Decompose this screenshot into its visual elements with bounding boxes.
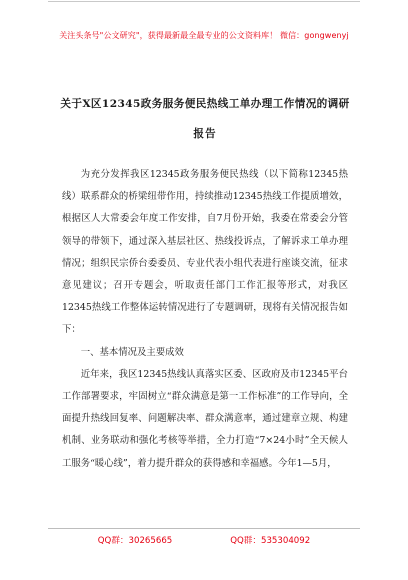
body-paragraph: 为充分发挥我区12345政务服务便民热线（以下简称12345热线）联系群众的桥梁纽带作用，持续推动12345热线工作提质增效，根据区人大常委会年度工作安排，自7月份开始，我委在常委会分管领导的带领下，通过深入基层社区、热线投诉点，了解诉求工单办理情况；组织民宗侨台委委员、专业代表小组代表进行座谈交流，征求意见建议；召开专题会，听取责任部门工作汇报等形式，对我区12345热线工作整体运转情况进行了专题调研，现将有关情况报告如下：	[62, 169, 348, 336]
section-heading: 一、基本情况及主要成效	[80, 346, 184, 358]
document-body	[62, 164, 348, 475]
document-subtitle: 报告	[193, 128, 217, 140]
promo-banner: 关注头条号"公文研究"，获得最新最全最专业的公文资料库！ 微信：gongwenyj	[59, 31, 349, 40]
document-title: 关于X区12345政务服务便民热线工单办理工作情况的调研	[60, 98, 350, 110]
footer-rule	[48, 528, 360, 529]
header-rule	[48, 0, 360, 2]
footer-qq-group-2: QQ群：535304092	[230, 536, 311, 546]
body-paragraph: 近年来，我区12345热线认真落实区委、区政府及市12345平台工作部署要求，牢固树立“群众满意是第一工作标准”的工作导向，全面提升热线回复率、问题解决率、群众满意率，通过建章立规、构建机制、业务联动和强化考核等举措，全力打造“7×24小时”全天候人工服务“暖心线”，着力提升群众的获得感和幸福感。今年1—5月，	[62, 368, 348, 469]
footer-qq-group-1: QQ群：30265665	[97, 536, 173, 546]
footer	[48, 534, 360, 546]
